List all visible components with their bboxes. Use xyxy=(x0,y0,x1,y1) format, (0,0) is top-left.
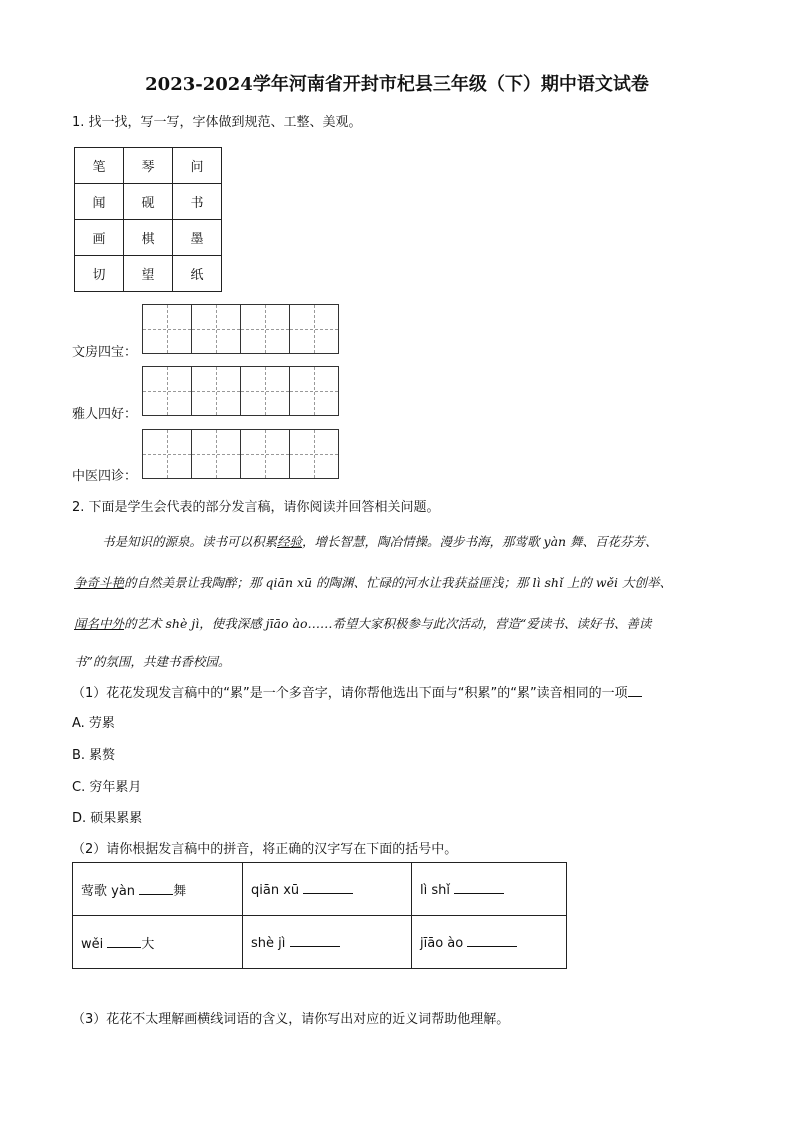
pinyin-cell xyxy=(73,863,243,916)
passage-line-3 xyxy=(74,614,651,632)
writing-cell[interactable] xyxy=(241,367,290,415)
writing-cell[interactable] xyxy=(290,367,338,415)
passage-text: 书是知识的源泉。读书可以积累 xyxy=(102,534,278,549)
char-cell: 问 xyxy=(173,148,222,184)
char-cell: 琴 xyxy=(124,148,173,184)
pinyin-text: 莺歌 yàn xyxy=(81,883,140,899)
sub2-prompt: （2）请你根据发言稿中的拼音，将正确的汉字写在下面的括号中。 xyxy=(72,842,458,857)
character-table xyxy=(74,147,222,292)
pinyin-cell xyxy=(412,916,567,969)
char-cell: 棋 xyxy=(124,220,173,256)
char-cell: 望 xyxy=(124,256,173,292)
answer-blank[interactable] xyxy=(139,882,173,895)
underlined-word: 争奇斗艳 xyxy=(74,575,125,590)
answer-blank[interactable] xyxy=(467,934,517,947)
answer-blank[interactable] xyxy=(454,881,504,894)
group-label-wenfang: 文房四宝： xyxy=(72,345,138,360)
char-cell: 画 xyxy=(75,220,124,256)
char-cell: 墨 xyxy=(173,220,222,256)
pinyin-text: wěi xyxy=(81,936,108,952)
passage-text: ，增长智慧，陶冶情操。漫步书海，那莺歌 yàn 舞、百花芬芳、 xyxy=(302,534,658,549)
pinyin-cell xyxy=(243,916,412,969)
char-cell: 纸 xyxy=(173,256,222,292)
char-cell: 书 xyxy=(173,184,222,220)
passage-line-4: 书”的氛围，共建书香校园。 xyxy=(74,654,231,669)
sub1-prompt xyxy=(72,682,642,701)
passage-text: 的艺术 shè jì，使我深感 jīāo ào……希望大家积极参与此次活动，营造“爱读书、读好书、善读 xyxy=(124,616,652,631)
writing-cell[interactable] xyxy=(192,430,241,478)
writing-cell[interactable] xyxy=(241,305,290,353)
pinyin-text: shè jì xyxy=(251,935,290,951)
pinyin-suffix: 大 xyxy=(141,936,155,952)
answer-blank[interactable] xyxy=(290,934,340,947)
writing-cell[interactable] xyxy=(290,430,338,478)
pinyin-cell xyxy=(243,863,412,916)
option-d[interactable]: D. 硕果累累 xyxy=(72,811,143,826)
writing-grid-wenfang[interactable] xyxy=(142,304,339,354)
writing-cell[interactable] xyxy=(290,305,338,353)
passage-line-1 xyxy=(102,532,658,550)
option-b[interactable]: B. 累赘 xyxy=(72,748,116,763)
pinyin-text: lì shǐ xyxy=(420,882,455,898)
passage-text: 的自然美景让我陶醉；那 qiān xū 的陶渊、忙碌的河水让我获益匪浅；那 lì shǐ 上的 wěi 大创举、 xyxy=(124,575,672,590)
group-label-yaren: 雅人四好： xyxy=(72,407,138,422)
answer-blank[interactable] xyxy=(628,684,642,697)
writing-cell[interactable] xyxy=(241,430,290,478)
sub1-prompt-text: （1）花花发现发言稿中的“累”是一个多音字，请你帮他选出下面与“积累”的“累”读音相同的一项 xyxy=(72,686,628,701)
writing-grid-yaren[interactable] xyxy=(142,366,339,416)
underlined-word: 经验 xyxy=(277,534,303,549)
answer-blank[interactable] xyxy=(107,935,141,948)
writing-cell[interactable] xyxy=(192,305,241,353)
underlined-word: 闻名中外 xyxy=(74,616,125,631)
writing-cell[interactable] xyxy=(143,305,192,353)
q1-prompt: 1. 找一找，写一写，字体做到规范、工整、美观。 xyxy=(72,115,362,130)
writing-cell[interactable] xyxy=(143,367,192,415)
option-a[interactable]: A. 劳累 xyxy=(72,716,115,731)
q2-prompt: 2. 下面是学生会代表的部分发言稿，请你阅读并回答相关问题。 xyxy=(72,500,440,515)
writing-cell[interactable] xyxy=(143,430,192,478)
char-cell: 砚 xyxy=(124,184,173,220)
group-label-zhongyi: 中医四诊： xyxy=(72,469,138,484)
answer-blank[interactable] xyxy=(303,881,353,894)
sub3-prompt: （3）花花不太理解画横线词语的含义，请你写出对应的近义词帮助他理解。 xyxy=(72,1012,510,1027)
pinyin-cell xyxy=(412,863,567,916)
writing-grid-zhongyi[interactable] xyxy=(142,429,339,479)
writing-cell[interactable] xyxy=(192,367,241,415)
char-cell: 笔 xyxy=(75,148,124,184)
pinyin-text: qiān xū xyxy=(251,882,304,898)
char-cell: 闻 xyxy=(75,184,124,220)
page-title: 2023-2024学年河南省开封市杞县三年级（下）期中语文试卷 xyxy=(145,74,649,95)
pinyin-text: jīāo ào xyxy=(420,935,468,951)
option-c[interactable]: C. 穷年累月 xyxy=(72,780,142,795)
pinyin-cell xyxy=(73,916,243,969)
pinyin-suffix: 舞 xyxy=(173,883,187,899)
pinyin-table xyxy=(72,862,567,969)
char-cell: 切 xyxy=(75,256,124,292)
passage-line-2 xyxy=(74,573,672,591)
